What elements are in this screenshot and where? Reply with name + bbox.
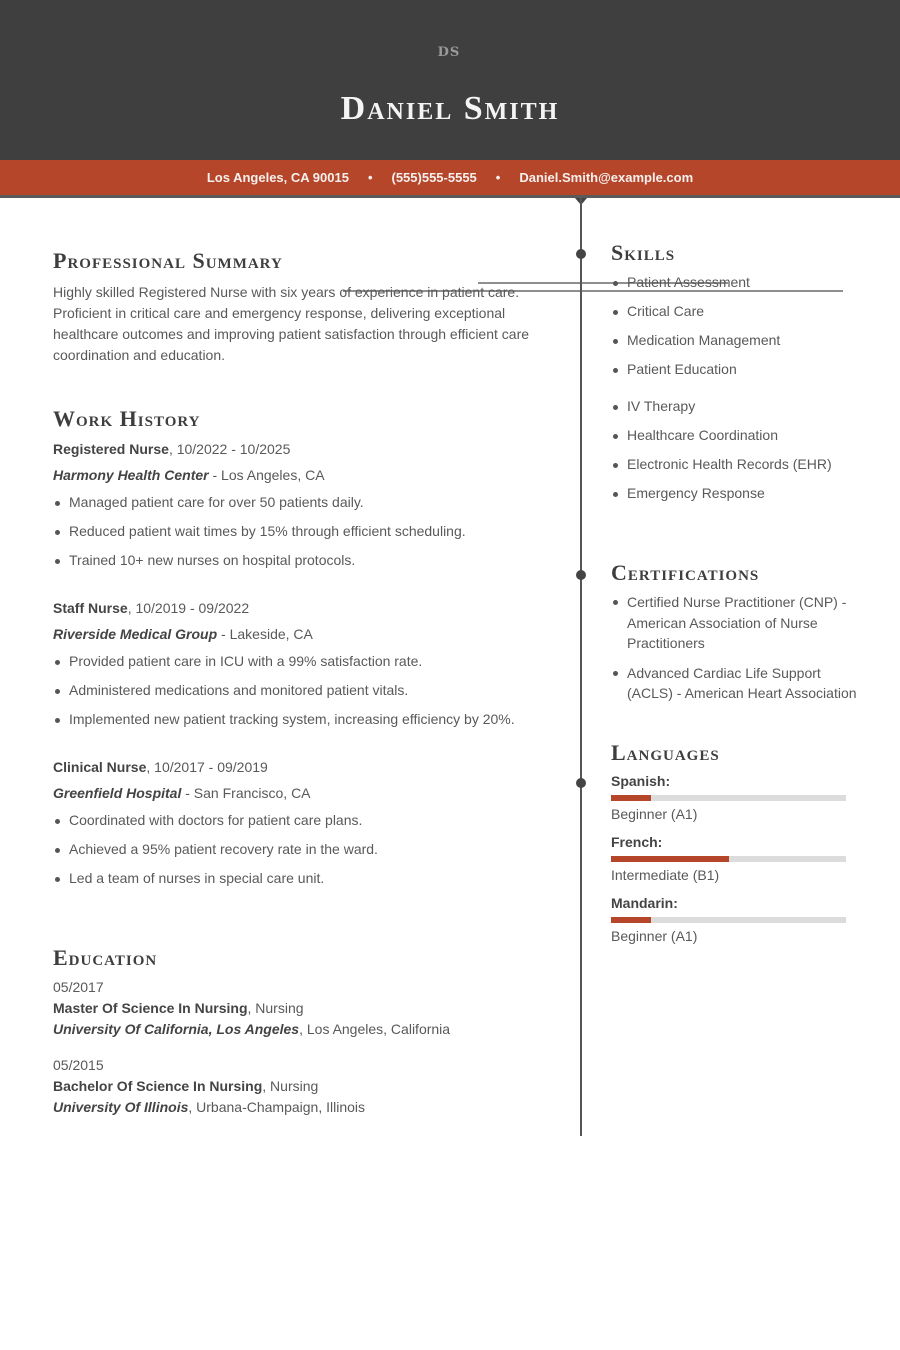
education-location: , Urbana-Champaign, Illinois bbox=[188, 1099, 366, 1115]
timeline-dot-icon bbox=[576, 570, 586, 580]
language-entry bbox=[611, 833, 861, 886]
education-degree: Master Of Science In Nursing bbox=[53, 1000, 248, 1016]
section-title-work-history: Work History bbox=[53, 406, 201, 431]
candidate-name: Daniel Smith bbox=[340, 90, 560, 127]
job-bullets bbox=[53, 488, 553, 575]
job-company-line bbox=[53, 621, 553, 647]
skill-item: Healthcare Coordination bbox=[611, 421, 861, 450]
skill-item: Emergency Response bbox=[611, 479, 861, 508]
job-bullet: Implemented new patient tracking system, increasing efficiency by 20%. bbox=[53, 705, 553, 734]
language-proficiency-bar bbox=[611, 856, 846, 862]
job-entry bbox=[53, 754, 553, 893]
education-degree-line bbox=[53, 998, 553, 1019]
education-degree: Bachelor Of Science In Nursing bbox=[53, 1078, 263, 1094]
job-bullets bbox=[53, 647, 553, 734]
education-school: University Of Illinois bbox=[53, 1099, 189, 1115]
job-title: Clinical Nurse bbox=[53, 759, 147, 775]
summary-section bbox=[53, 248, 553, 366]
job-company: Harmony Health Center bbox=[53, 467, 209, 483]
contact-separator: • bbox=[495, 170, 501, 185]
education-entry bbox=[53, 977, 553, 1040]
education-degree-line bbox=[53, 1076, 553, 1097]
job-title: Registered Nurse bbox=[53, 441, 169, 457]
language-proficiency-fill bbox=[611, 856, 729, 862]
skills-list bbox=[611, 392, 861, 508]
job-entry bbox=[53, 436, 553, 575]
monogram: DS bbox=[437, 45, 461, 60]
job-bullet: Led a team of nurses in special care unit. bbox=[53, 864, 553, 893]
summary-text: Highly skilled Registered Nurse with six years of experience in patient care. Proficient in critical care and emergency response, delivering exceptional healthcare outcomes and improving patient satisfaction through efficient care coordination and education. bbox=[53, 284, 530, 363]
education-field: , Nursing bbox=[247, 1000, 304, 1016]
certification-item: Advanced Cardiac Life Support (ACLS) - American Heart Association bbox=[611, 663, 861, 704]
language-name: Mandarin: bbox=[611, 894, 678, 911]
skills-section bbox=[611, 240, 861, 508]
certifications-section bbox=[611, 560, 861, 704]
job-title-line bbox=[53, 436, 553, 462]
job-company-line bbox=[53, 462, 553, 488]
language-name: Spanish: bbox=[611, 772, 671, 789]
languages-section bbox=[611, 740, 861, 947]
job-bullet: Trained 10+ new nurses on hospital protocols. bbox=[53, 546, 553, 575]
timeline-dot-icon bbox=[576, 249, 586, 259]
job-location: - Lakeside, CA bbox=[217, 626, 313, 642]
contact-separator: • bbox=[367, 170, 373, 185]
job-title-line bbox=[53, 754, 553, 780]
certifications-list bbox=[611, 592, 861, 704]
resume-header bbox=[0, 0, 900, 160]
work-history-section bbox=[53, 406, 553, 893]
job-company: Riverside Medical Group bbox=[53, 626, 218, 642]
language-proficiency-fill bbox=[611, 795, 651, 801]
language-proficiency-bar bbox=[611, 795, 846, 801]
education-date: 05/2015 bbox=[53, 1057, 104, 1073]
job-company-line bbox=[53, 780, 553, 806]
section-title-summary: Professional Summary bbox=[53, 248, 283, 273]
education-school-line bbox=[53, 1097, 553, 1118]
skill-item: Patient Assessment bbox=[611, 268, 861, 297]
education-location: , Los Angeles, California bbox=[299, 1021, 451, 1037]
skills-list bbox=[611, 268, 861, 384]
contact-email[interactable]: Daniel.Smith@example.com bbox=[519, 170, 694, 185]
skill-item: IV Therapy bbox=[611, 392, 861, 421]
job-bullet: Administered medications and monitored patient vitals. bbox=[53, 676, 553, 705]
language-proficiency-fill bbox=[611, 917, 651, 923]
section-title-education: Education bbox=[53, 945, 158, 970]
education-entry bbox=[53, 1055, 553, 1118]
job-dates: , 10/2017 - 09/2019 bbox=[146, 759, 268, 775]
section-title-skills: Skills bbox=[611, 240, 676, 265]
education-field: , Nursing bbox=[262, 1078, 319, 1094]
skill-item: Patient Education bbox=[611, 355, 861, 384]
skill-item: Medication Management bbox=[611, 326, 861, 355]
job-bullets bbox=[53, 806, 553, 893]
language-name: French: bbox=[611, 833, 663, 850]
language-entry bbox=[611, 894, 861, 947]
job-dates: , 10/2022 - 10/2025 bbox=[168, 441, 291, 457]
education-section bbox=[53, 945, 553, 1118]
timeline-divider bbox=[580, 198, 582, 1136]
job-entry bbox=[53, 595, 553, 734]
skill-item: Critical Care bbox=[611, 297, 861, 326]
education-date: 05/2017 bbox=[53, 979, 104, 995]
contact-location: Los Angeles, CA 90015 bbox=[206, 170, 349, 185]
job-bullet: Managed patient care for over 50 patients daily. bbox=[53, 488, 553, 517]
main-column bbox=[53, 248, 553, 1118]
language-level: Beginner (A1) bbox=[611, 927, 698, 944]
job-location: - San Francisco, CA bbox=[181, 785, 311, 801]
language-entry bbox=[611, 772, 861, 825]
job-title-line bbox=[53, 595, 553, 621]
side-column bbox=[611, 240, 861, 955]
timeline-dot-icon bbox=[576, 778, 586, 788]
education-school: University Of California, Los Angeles bbox=[53, 1021, 300, 1037]
job-bullet: Achieved a 95% patient recovery rate in the ward. bbox=[53, 835, 553, 864]
language-proficiency-bar bbox=[611, 917, 846, 923]
job-bullet: Reduced patient wait times by 15% through efficient scheduling. bbox=[53, 517, 553, 546]
education-school-line bbox=[53, 1019, 553, 1040]
section-title-languages: Languages bbox=[611, 739, 720, 765]
job-dates: , 10/2019 - 09/2022 bbox=[127, 600, 250, 616]
skill-item: Electronic Health Records (EHR) bbox=[611, 450, 861, 479]
language-level: Beginner (A1) bbox=[611, 805, 698, 822]
monogram-row bbox=[0, 42, 900, 62]
job-bullet: Coordinated with doctors for patient care plans. bbox=[53, 806, 553, 835]
job-company: Greenfield Hospital bbox=[53, 785, 182, 801]
job-bullet: Provided patient care in ICU with a 99% satisfaction rate. bbox=[53, 647, 553, 676]
contact-phone[interactable]: (555)555-5555 bbox=[391, 170, 477, 185]
section-title-certifications: Certifications bbox=[611, 560, 760, 585]
contact-bar bbox=[0, 160, 900, 198]
job-title: Staff Nurse bbox=[53, 600, 128, 616]
language-level: Intermediate (B1) bbox=[611, 866, 720, 883]
certification-item: Certified Nurse Practitioner (CNP) - American Association of Nurse Practitioners bbox=[611, 592, 861, 654]
job-location: - Los Angeles, CA bbox=[208, 467, 325, 483]
